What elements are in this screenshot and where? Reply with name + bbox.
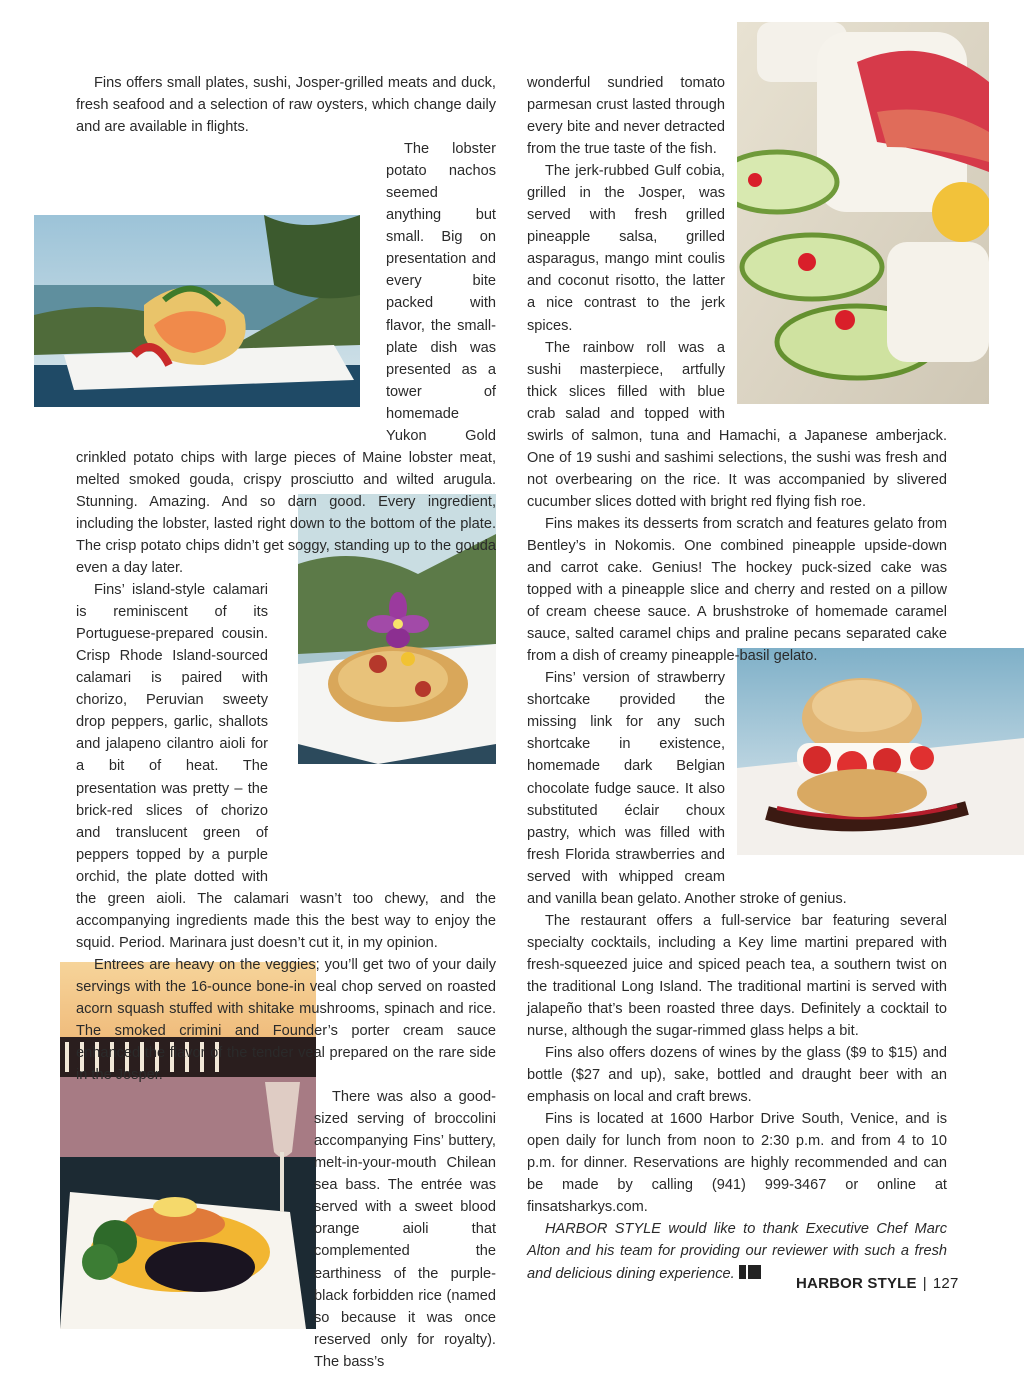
intro-paragraph: Fins offers small plates, sushi, Josper-grilled meats and duck, fresh seafood and a selection of raw oysters, which change daily and are available in flights. — [76, 75, 496, 136]
rainbow-roll-paragraph: The rainbow roll was a sushi masterpiece, artfully thick slices filled with blue crab salad and topped with swirls of salmon, tuna and Hamachi, a Japanese amberjack. One of 19 sushi and sashimi selections, the sushi was fresh and not overbearing on the rice. It was accompanied by slivered cucumber slices dotted with bright red flying fish roe. — [527, 339, 947, 510]
sushi-photo-space — [739, 72, 951, 424]
left-column — [76, 72, 496, 1386]
nachos-paragraph: The lobster potato nachos seemed anything but small. Big on presentation and every bite packed with flavor, the small-plate dish was presented as a tower of homemade Yukon Gold crinkled potato chips with large pieces of Maine lobster meat, melted smoked gouda, crispy prosciutto and wilted arugula. Stunning. Amazing. And so darn good. Every ingredient, including the lobster, lasted right down to the bottom of the plate. The crisp potato chips didn’t get soggy, standing up to the gouda even a day later. — [76, 141, 496, 577]
shortcake-paragraph: Fins’ version of strawberry shortcake provided the missing link for any such shortcake in existence, homemade dark Belgian chocolate fudge sauce. It also substituted éclair choux pastry, which was filled with fresh Florida strawberries and served with whipped cream and vanilla bean gelato. Another stroke of genius. — [527, 667, 947, 910]
calamari-photo-space — [282, 579, 496, 869]
veal-paragraph: Entrees are heavy on the veggies; you’ll get two of your daily servings with the 16-ounce bone-in veal chop served on roasted acorn squash stuffed with shitake mushrooms, spinach and rice. The smoked crimini and Founder’s porter cream sauce enhanced the flavor of the tender veal prepared on the rare side in the Josper. — [76, 956, 496, 1084]
shortcake-photo-space — [739, 667, 951, 873]
location-paragraph: Fins is located at 1600 Harbor Drive South, Venice, and is open daily for lunch from noon to 2:30 p.m. and from 4 to 10 p.m. for dinner. Reservations are highly recommended and can be made by calling (941) 999-3467 or online at finsatsharkys.com. — [527, 1111, 947, 1216]
bar-paragraph: The restaurant offers a full-service bar featuring several specialty cocktails, including a Key lime martini prepared with fresh-squeezed juice and spiced peach tea, a southern twist on the traditional Long Island. The traditional martini is served with jalapeño that’s been roasted three days. Definitely a cocktail to nurse, although the sugar-rimmed glass helps a bit. — [527, 912, 947, 1040]
wines-paragraph: Fins also offers dozens of wines by the glass ($9 to $15) and bottle ($27 and up), sake, bottled and draught beer with an emphasis on local and craft brews. — [527, 1045, 947, 1106]
sea-bass-photo-space — [60, 1086, 300, 1386]
calamari-paragraph: Fins’ island-style calamari is reminiscent of its Portuguese-prepared cousin. Crisp Rhode Island-sourced calamari is paired with chorizo, Peruvian sweety drop peppers, garlic, shallots and jalapeno cilantro aioli for a bit of heat. The presentation was pretty – the brick-red slices of chorizo and translucent green of peppers topped by a purple orchid, the plate dotted with the green aioli. The calamari wasn’t too chewy, and the accompanying ingredients made this the best way to enjoy the squid. Period. Marinara just doesn’t cut it, in my opinion. — [76, 579, 496, 954]
page-number: 127 — [932, 1275, 959, 1292]
right-column — [527, 72, 947, 1285]
cobia-paragraph: The jerk-rubbed Gulf cobia, grilled in the Josper, was served with fresh grilled pineapple salsa, grilled asparagus, mango mint coulis and coconut risotto, the latter a nice contrast to the jerk spices. — [527, 163, 725, 334]
footer-separator: | — [922, 1275, 927, 1292]
desserts-paragraph: Fins makes its desserts from scratch and features gelato from Bentley’s in Nokomis. One combined pineapple upside-down and carrot cake. Genius! The hockey puck-sized cake was topped with a pineapple slice and cherry and rested on a pillow of cream cheese sauce. A brushstroke of homemade caramel sauce, salted caramel chips and praline pecans separated cake from a dish of creamy pineapple-basil gelato. — [527, 515, 947, 665]
magazine-name: HARBOR STYLE — [796, 1275, 917, 1292]
sushi-crust-paragraph: wonderful sundried tomato parmesan crust lasted through every bite and never detracted from the true taste of the fish. — [527, 72, 947, 160]
sea-bass-paragraph: There was also a good-sized serving of broccolini accompanying Fins’ buttery, melt-in-your-mouth Chilean sea bass. The entrée was served with a sweet blood orange aioli that complemented the earthiness of the purple-black forbidden rice (named so because it was once reserved only for royalty). The bass’s — [76, 1086, 496, 1373]
thanks-paragraph: HARBOR STYLE would like to thank Executive Chef Marc Alton and his team for providing our reviewer with such a fresh and delicious dining experience. — [527, 1221, 947, 1282]
nachos-photo-space — [76, 182, 372, 430]
harbor-style-logo-icon — [739, 1265, 761, 1279]
page-footer — [796, 1275, 959, 1292]
